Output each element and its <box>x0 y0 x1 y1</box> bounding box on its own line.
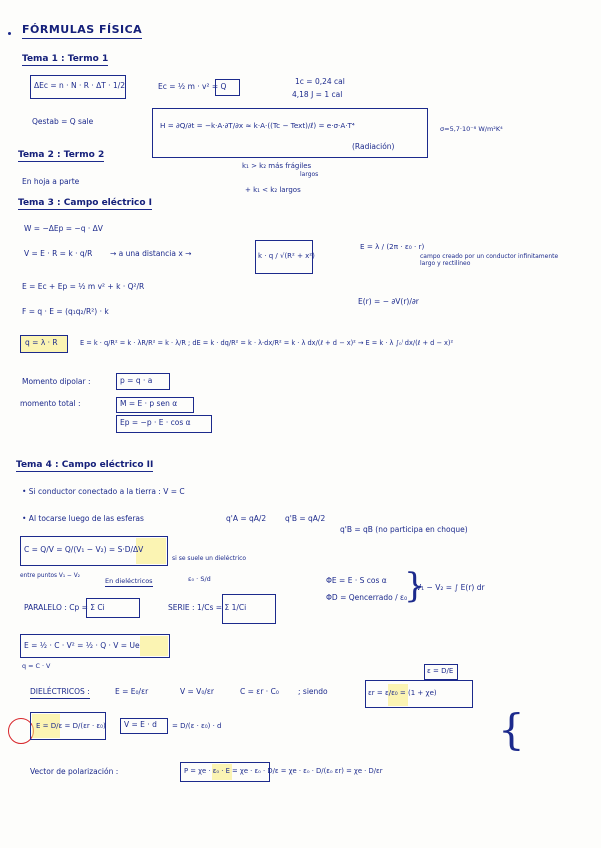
tema2-heading: Tema 2 : Termo 2 <box>18 150 104 162</box>
tema3-heading: Tema 3 : Campo eléctrico I <box>18 198 152 210</box>
grounded-conductor-note: • Si conductor conectado a la tierra : V = C <box>22 487 185 496</box>
delta-ec-formula: ΔEc = n · N · R · ΔT · 1/2 <box>34 81 126 90</box>
epsilon-over-d: ε₀ · S/d <box>188 575 211 583</box>
coulomb-force-formula: F = q · E = (q₁q₂/R²) · k <box>22 307 109 316</box>
tema4-heading: Tema 4 : Campo eléctrico II <box>16 460 153 472</box>
torque-formula: M = E · p sen α <box>120 399 178 408</box>
series-box <box>222 594 276 624</box>
capacitance-formula: C = Q/V = Q/(V₁ − V₂) = S·D/ΔV <box>24 545 144 554</box>
k-note: k₁ > k₂ más frágiles <box>242 162 312 170</box>
ec-formula: Ec = ½ m · v² = Q <box>158 82 227 91</box>
field-gradient-formula: E(r) = − ∂V(r)/∂r <box>358 297 419 306</box>
capacitance-dielectric-note: si se suele un dieléctrico <box>172 555 247 562</box>
energy-highlight <box>140 636 168 656</box>
siendo-label: ; siendo <box>298 687 328 696</box>
dipole-energy-formula: Ep = −p · E · cos α <box>120 418 191 427</box>
e-from-d-formula: E = D/ε = D/(εr · ε₀) <box>36 722 106 730</box>
relative-permittivity-formula: εr = ε/ε₀ = (1 + χe) <box>368 689 437 697</box>
displacement-flux-formula: ΦD = Qencerrado / ε₀ <box>326 593 408 602</box>
mechanical-energy-formula: E = Ec + Ep = ½ m v² + k · Q²/R <box>22 282 145 291</box>
q-cv-note: q = C · V <box>22 662 51 670</box>
tema2-note: En hoja a parte <box>22 177 80 186</box>
sphere-charge-b: q'B = qA/2 <box>285 514 326 523</box>
potential-formula: V = E · R = k · q/R <box>24 249 93 258</box>
series-capacitors-formula: SERIE : 1/Cs = Σ 1/Ci <box>168 603 247 612</box>
bullet-dot <box>8 32 11 35</box>
dielectric-field-formula: E = E₀/εr <box>115 687 149 696</box>
faint-brace: { <box>498 705 525 754</box>
dipole-moment-formula: p = q · a <box>120 376 153 385</box>
heat-flow-formula: H = ∂Q/∂t = −k·A·∂T/∂x ≈ k·A·((Tc − Text)/ℓ) = e·σ·A·T⁴ <box>160 121 355 130</box>
total-moment-label: momento total : <box>20 399 81 408</box>
sphere-charge-b-unchanged: q'B = qB (no participa en choque) <box>340 525 468 534</box>
tema1-heading: Tema 1 : Termo 1 <box>22 54 108 66</box>
v-ed-expanded: = D/(ε · ε₀) · d <box>172 722 222 730</box>
spheres-note: • Al tocarse luego de las esferas <box>22 514 144 523</box>
between-points-note: entre puntos V₁ − V₂ <box>20 573 81 579</box>
charge-density-formula: q = λ · R <box>25 338 58 347</box>
epsilon-d-over-e: ε = D/E <box>427 667 454 675</box>
line-charge-note: campo creado por un conductor infinitamente largo y rectilíneo <box>420 253 559 267</box>
rod-field-formula: E = k · q/R² = k · λR/R² = k · λ/R ; dE = k · dq/R² = k · λ·dx/R² = k · λ dx/(ℓ + d − x)² → E = k · λ ∫₀ˡ dx/(ℓ + d − x)² <box>80 339 454 347</box>
flux-brace: } <box>404 566 426 606</box>
electric-flux-formula: ΦE = E · S cos α <box>326 576 387 585</box>
work-formula: W = −ΔEp = −q · ΔV <box>24 224 103 233</box>
dielectric-voltage-formula: V = V₀/εr <box>180 687 214 696</box>
cal-conversion-1: 1c = 0,24 cal <box>295 77 345 86</box>
parallel-capacitors-formula: PARALELO : Cp = Σ Ci <box>24 603 105 612</box>
page-title: FÓRMULAS FÍSICA <box>22 24 142 39</box>
polarization-label: Vector de polarización : <box>30 767 119 776</box>
polarization-formula: P = χe · ε₀ · E = χe · ε₀ · D/ε = χe · ε₀ · D/(ε₀ εr) = χe · D/εr <box>184 767 383 775</box>
potential-distance-formula: k · q / √(R² + x²) <box>258 252 315 260</box>
sphere-charge-a: q'A = qA/2 <box>226 514 267 523</box>
voltage-integral-formula: V₁ − V₂ = ∫ E(r) dr <box>416 583 485 592</box>
in-dielectrics-note: En dieléctricos <box>105 578 153 587</box>
cal-conversion-2: 4,18 J = 1 cal <box>292 90 343 99</box>
dielectrics-label: DIELÉCTRICOS : <box>30 688 90 699</box>
qestab-formula: Qestab = Q sale <box>32 117 94 126</box>
dipole-moment-label: Momento dipolar : <box>22 377 91 386</box>
k-note-2: + k₁ < k₂ largos <box>245 186 301 194</box>
line-charge-field: E = λ / (2π · ε₀ · r) <box>360 242 425 251</box>
capacitor-energy-formula: E = ½ · C · V² = ½ · Q · V = Ue <box>24 641 140 650</box>
stefan-constant: σ=5,7·10⁻⁸ W/m²K⁴ <box>440 125 503 133</box>
potential-distance-note: → a una distancia x → <box>110 249 192 258</box>
v-ed-formula: V = E · d <box>124 720 157 729</box>
dielectric-capacitance-formula: C = εr · C₀ <box>240 687 279 696</box>
k-note-sub: largos <box>300 171 319 178</box>
parallel-box <box>86 598 140 618</box>
radiation-label: (Radiación) <box>352 142 395 151</box>
